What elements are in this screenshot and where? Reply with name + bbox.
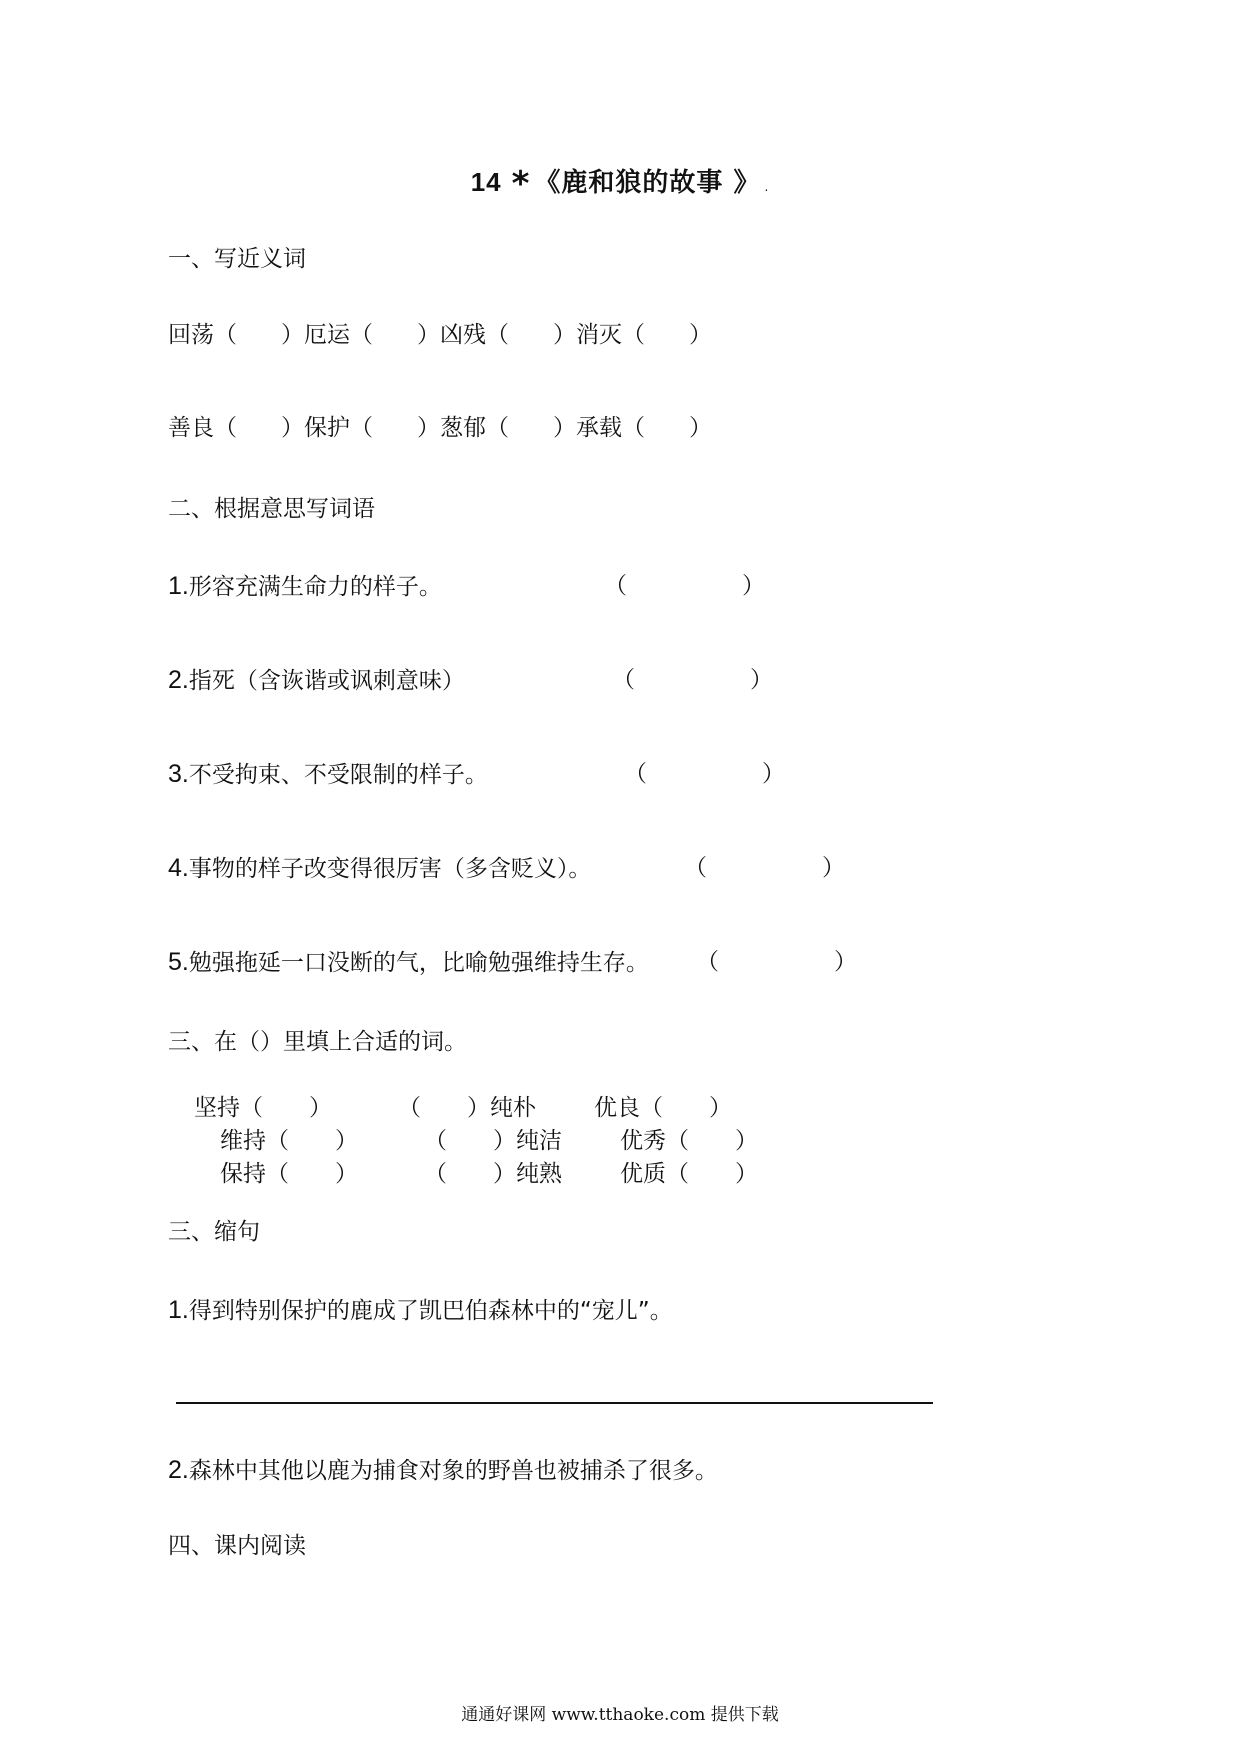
synonym-item: ） — [689, 415, 712, 441]
item-number: 1. — [168, 1296, 189, 1324]
shorten-item-2 — [168, 1455, 718, 1486]
item-number: 1. — [168, 572, 189, 600]
item-text: 勉强拖延一口没断的气，比喻勉强维持生存。 — [188, 950, 649, 976]
synonym-item: ）凶残（ — [417, 322, 509, 348]
section-heading-shorten: 三、缩句 — [168, 1219, 260, 1245]
section-heading-meaning: 二、根据意思写词语 — [168, 496, 375, 522]
star-mark: * — [511, 164, 531, 204]
fill-cell[interactable]: （ ）纯朴 — [398, 1095, 536, 1121]
fill-cell[interactable]: （ ）纯洁 — [424, 1128, 562, 1154]
section-heading-reading: 四、课内阅读 — [168, 1533, 306, 1559]
item-text: 不受拘束、不受限制的样子。 — [188, 762, 488, 788]
synonym-item: ） — [689, 322, 712, 348]
synonym-item: 善良（ — [168, 415, 237, 441]
synonym-item: ）承载（ — [553, 415, 645, 441]
synonym-item: ）消灭（ — [553, 322, 645, 348]
item-number: 5. — [168, 948, 189, 976]
item-text: 得到特别保护的鹿成了凯巴伯森林中的“宠儿”。 — [188, 1298, 673, 1324]
footer-credit: 通通好课网 www.tthaoke.com 提供下载 — [461, 1705, 779, 1725]
fill-cell[interactable]: 维持（ ） — [220, 1128, 358, 1154]
synonym-item: ）保护（ — [281, 415, 373, 441]
synonym-row-1 — [168, 320, 712, 350]
answer-blank-4[interactable]: （ ） — [684, 855, 845, 881]
item-text: 形容充满生命力的样子。 — [188, 574, 442, 600]
title-dot: . — [764, 180, 770, 194]
item-number: 4. — [168, 854, 189, 882]
synonym-item: ）葱郁（ — [417, 415, 509, 441]
meaning-item-5 — [168, 947, 649, 978]
answer-blank-1[interactable]: （ ） — [604, 573, 765, 599]
synonym-item: ）厄运（ — [281, 322, 373, 348]
answer-blank-2[interactable]: （ ） — [612, 667, 773, 693]
item-number: 2. — [168, 666, 189, 694]
worksheet-title — [0, 160, 1240, 204]
fill-cell[interactable]: 坚持（ ） — [194, 1095, 332, 1121]
fill-cell[interactable]: 优质（ ） — [620, 1161, 758, 1187]
lesson-title: 《鹿和狼的故事 》 — [534, 168, 761, 198]
item-number: 3. — [168, 760, 189, 788]
meaning-item-4 — [168, 853, 591, 884]
meaning-item-1 — [168, 571, 442, 602]
synonym-row-2 — [168, 413, 712, 443]
item-text: 森林中其他以鹿为捕食对象的野兽也被捕杀了很多。 — [188, 1458, 718, 1484]
lesson-number: 14 — [470, 167, 502, 197]
fill-cell[interactable]: （ ）纯熟 — [424, 1161, 562, 1187]
synonym-item: 回荡（ — [168, 322, 237, 348]
fill-cell[interactable]: 优秀（ ） — [620, 1128, 758, 1154]
fill-cell[interactable]: 保持（ ） — [220, 1161, 358, 1187]
section-heading-synonyms: 一、写近义词 — [168, 246, 306, 272]
item-number: 2. — [168, 1456, 189, 1484]
shorten-item-1 — [168, 1295, 673, 1326]
fill-cell[interactable]: 优良（ ） — [594, 1095, 732, 1121]
section-heading-fill: 三、在（）里填上合适的词。 — [168, 1029, 467, 1055]
answer-line[interactable] — [176, 1402, 933, 1404]
item-text: 指死（含诙谐或讽刺意味） — [188, 668, 465, 694]
answer-blank-5[interactable]: （ ） — [696, 949, 857, 975]
meaning-item-2 — [168, 665, 465, 696]
meaning-item-3 — [168, 759, 488, 790]
answer-blank-3[interactable]: （ ） — [624, 761, 785, 787]
item-text: 事物的样子改变得很厉害（多含贬义）。 — [188, 856, 592, 882]
